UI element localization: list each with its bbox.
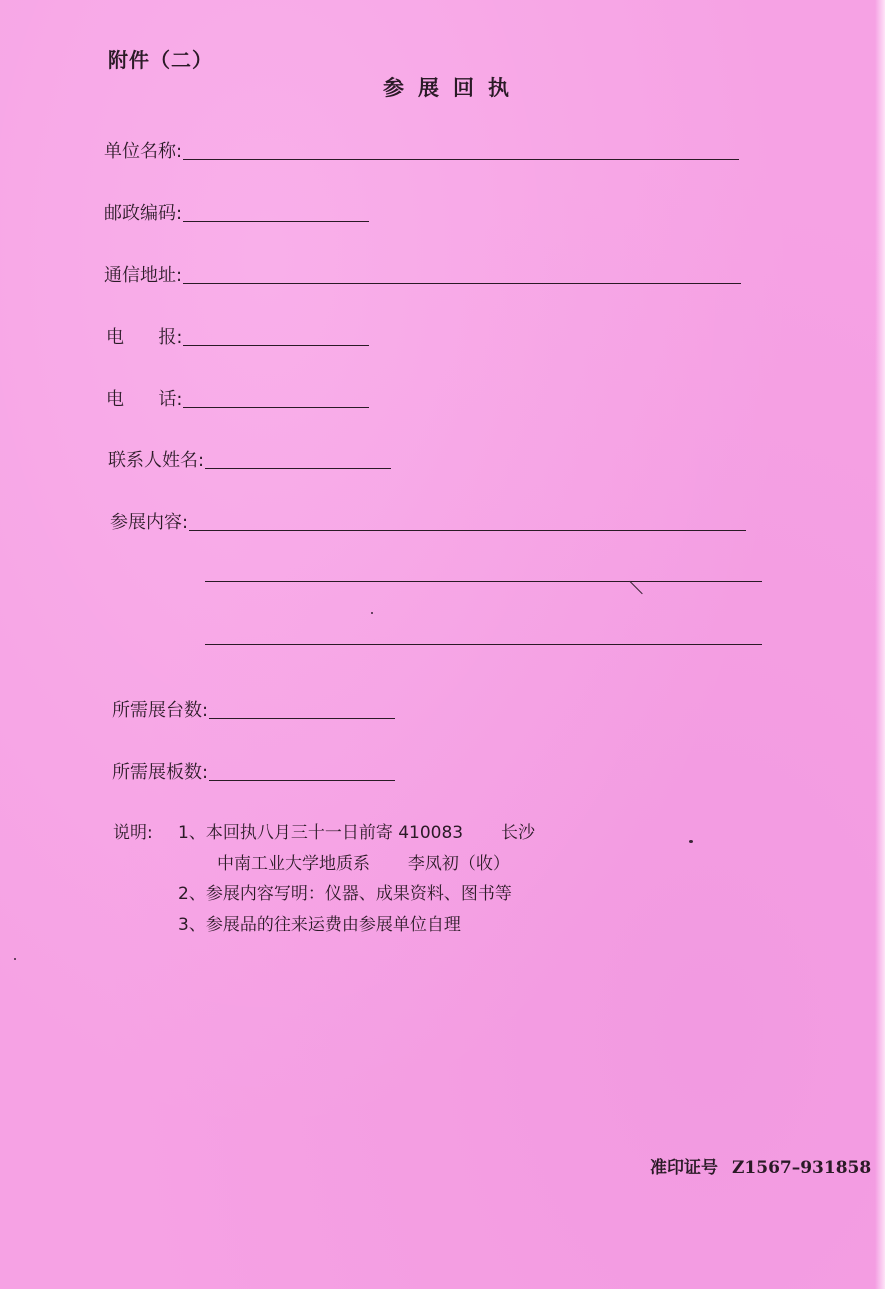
note-item-3: 3、参展品的往来运费由参展单位自理: [178, 915, 461, 935]
telegram-blank: [183, 331, 369, 346]
ink-speck: [689, 840, 693, 843]
contact-name-blank: [205, 454, 391, 469]
phone-label: 电 话:: [106, 389, 183, 410]
address-blank: [183, 269, 741, 284]
booths-blank: [209, 704, 395, 719]
content-blank-line-3: [205, 643, 762, 645]
postcode-blank: [183, 207, 369, 222]
boards-field: [112, 758, 395, 784]
booths-field: [112, 696, 395, 722]
unit-name-blank: [183, 145, 739, 160]
address-label: 通信地址:: [104, 265, 183, 286]
notes-label: 说明:: [113, 823, 153, 843]
form-title: 参展回执: [383, 76, 523, 100]
telegram-field: [106, 323, 369, 349]
note-item-2: 2、参展内容写明：仪器、成果资料、图书等: [178, 884, 512, 904]
content-field: [110, 508, 746, 534]
contact-name-label: 联系人姓名:: [108, 450, 205, 471]
ink-speck: [14, 958, 16, 960]
scratch-mark: [629, 581, 642, 594]
boards-label: 所需展板数:: [112, 762, 209, 783]
boards-blank: [209, 766, 395, 781]
postcode-label: 邮政编码:: [104, 203, 183, 224]
unit-name-field: [104, 137, 739, 163]
ink-speck: [371, 612, 373, 614]
content-blank: [189, 516, 746, 531]
paper-edge: [875, 0, 885, 1289]
print-permit: [650, 1153, 871, 1178]
note-item-1-line-1: 1、本回执八月三十一日前寄 410083 长沙: [178, 823, 535, 843]
permit-code: Z1567–931858: [732, 1158, 872, 1178]
phone-field: [106, 385, 369, 411]
contact-name-field: [108, 446, 391, 472]
permit-label: 准印证号: [650, 1158, 718, 1178]
telegram-label: 电 报:: [106, 327, 183, 348]
attachment-label: 附件（二）: [108, 48, 213, 72]
note-item-1-line-2: 中南工业大学地质系 李凤初（收）: [217, 854, 510, 874]
address-field: [104, 261, 741, 287]
content-blank-line-2: [205, 580, 762, 582]
booths-label: 所需展台数:: [112, 700, 209, 721]
content-label: 参展内容:: [110, 512, 189, 533]
postcode-field: [104, 199, 369, 225]
unit-name-label: 单位名称:: [104, 141, 183, 162]
phone-blank: [183, 393, 369, 408]
